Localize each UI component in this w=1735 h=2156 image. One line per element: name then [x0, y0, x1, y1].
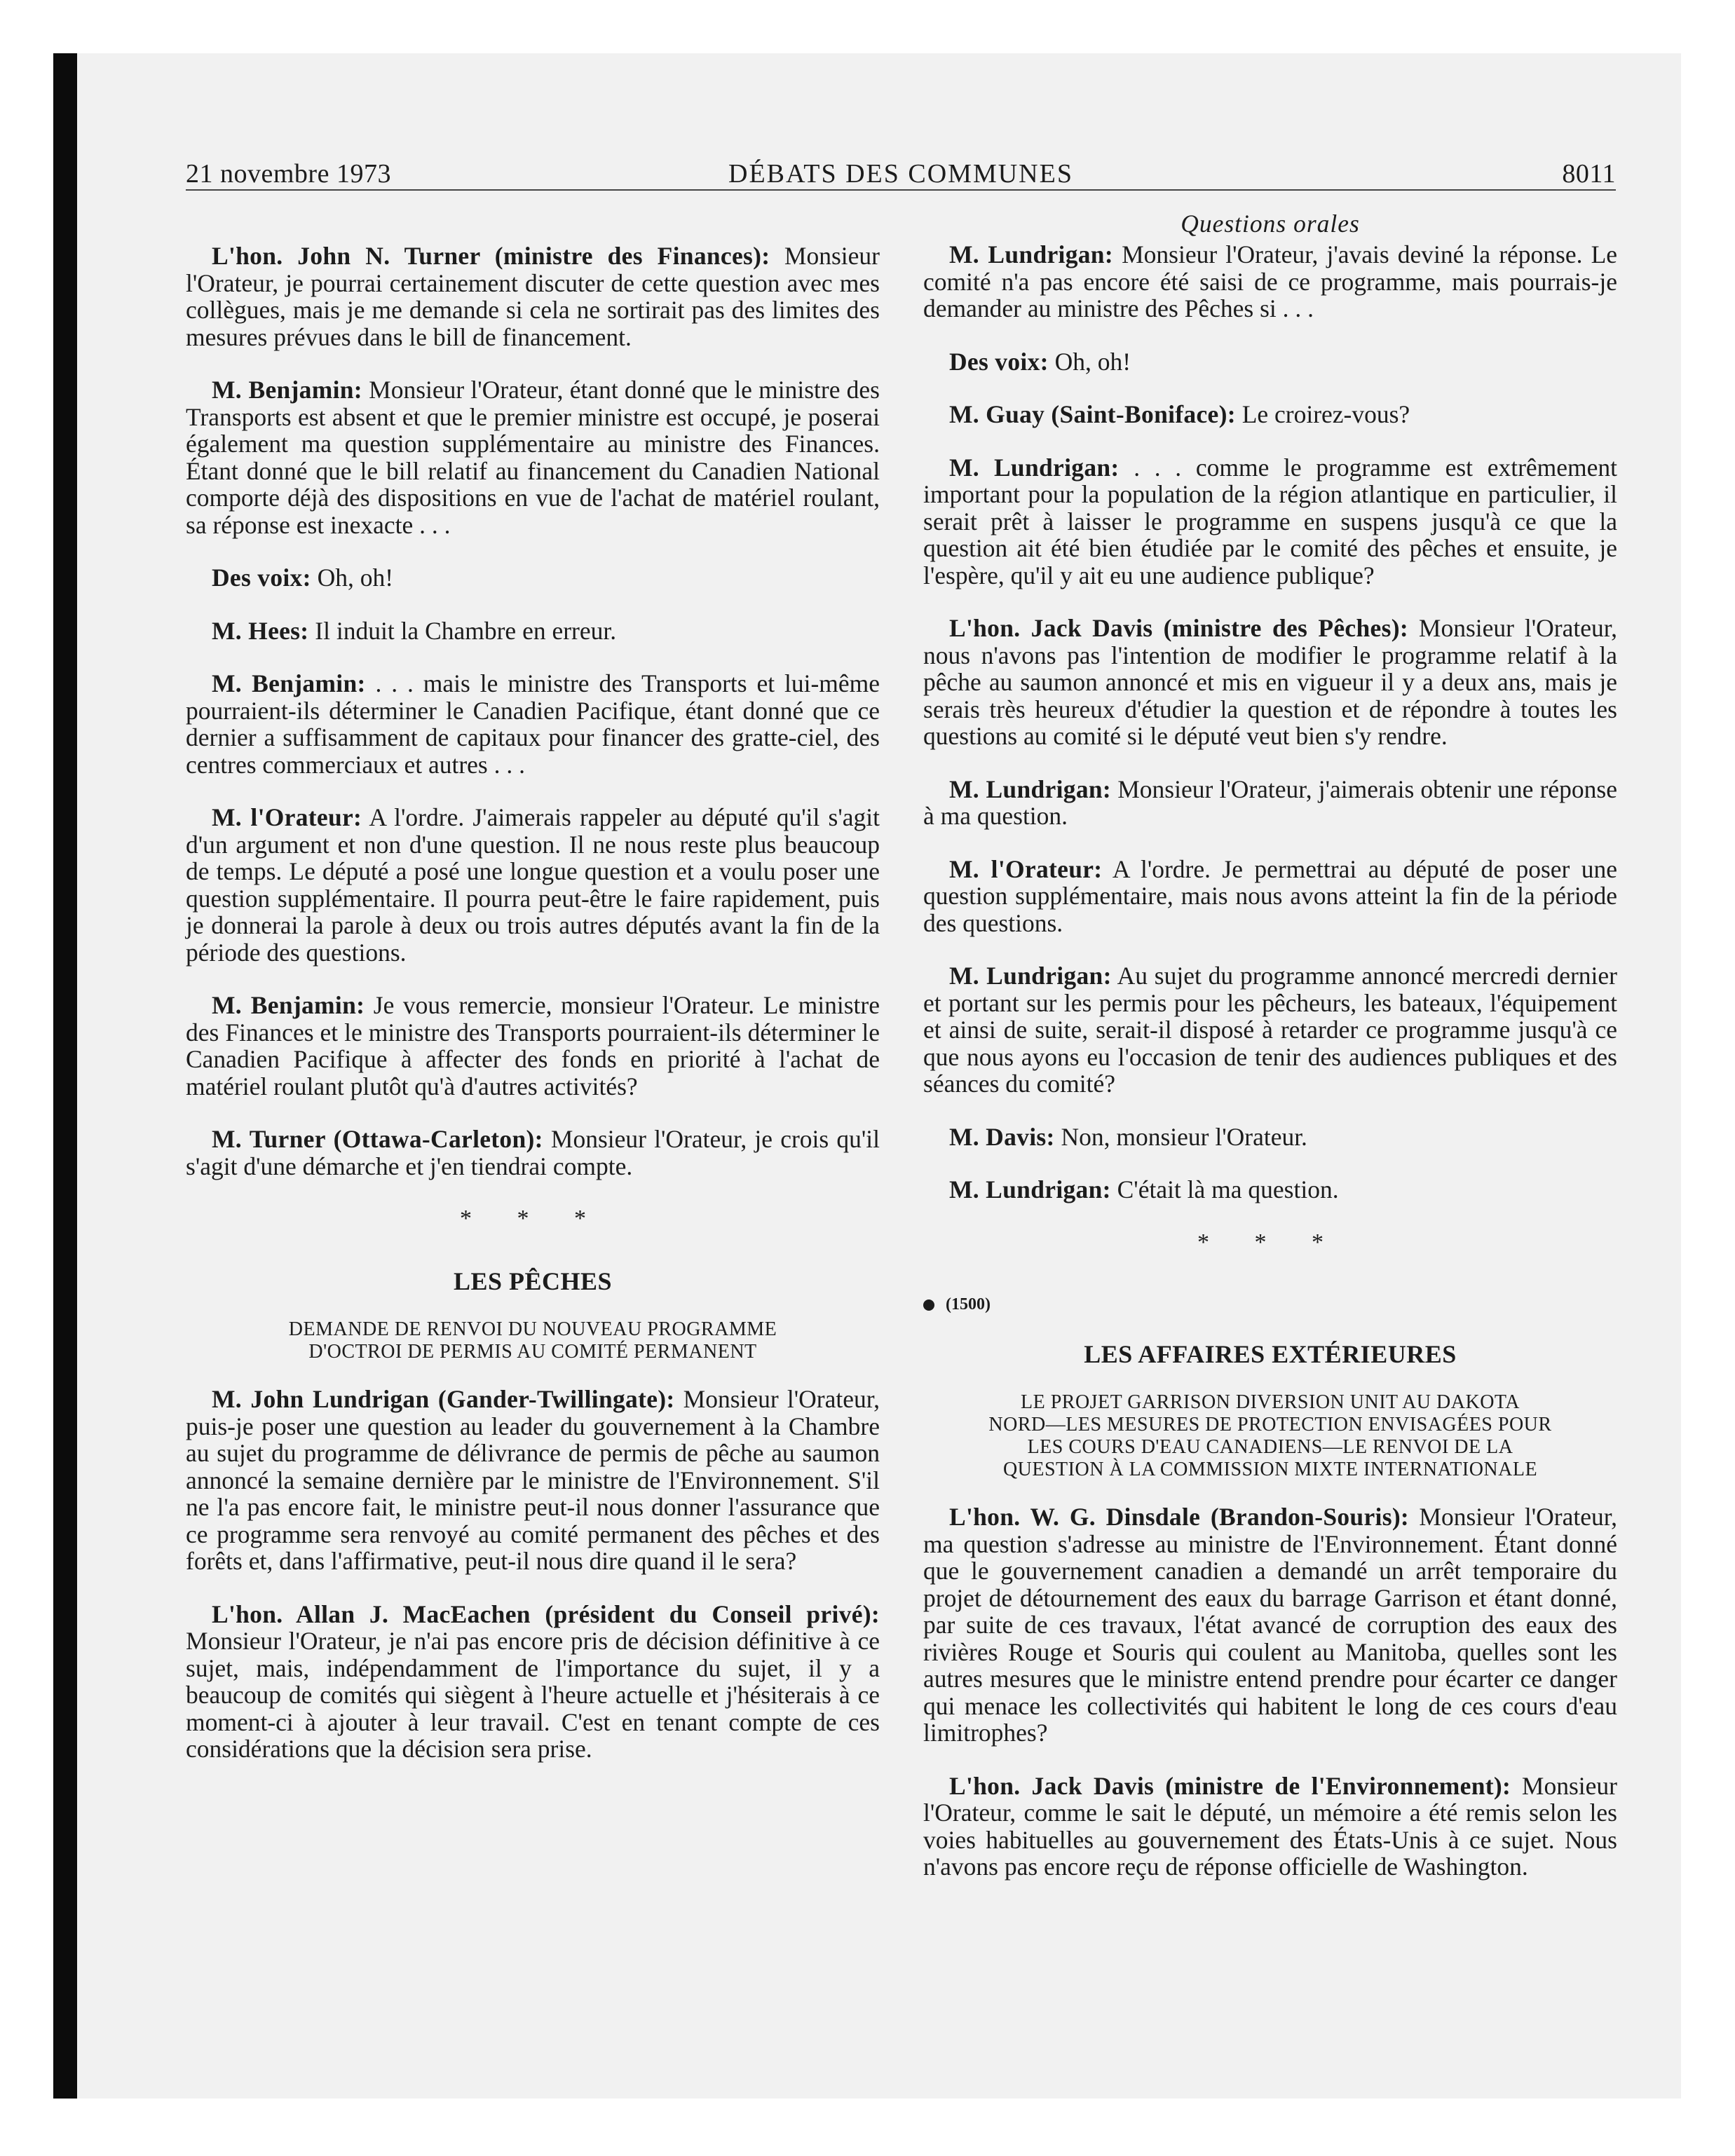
- left-column: [186, 210, 880, 1789]
- speech-paragraph: [923, 1503, 1617, 1747]
- speech-paragraph: [923, 615, 1617, 750]
- speaker-name: M. Lundrigan:: [949, 240, 1113, 268]
- speech-text: Je vous remercie, monsieur l'Orateur. Le ministre des Finances et le ministre des Transports pourraient-ils déterminer le Canadien Pacifique à affecter des fonds en priorité à l'achat de matériel roulant plutôt qu'à d'autres activités?: [186, 991, 880, 1100]
- speech-paragraph: [186, 804, 880, 966]
- section-subtitle-line: LES COURS D'EAU CANADIENS—LE RENVOI DE LA: [1027, 1436, 1513, 1458]
- speech-paragraph: [186, 243, 880, 350]
- speaker-name: M. l'Orateur:: [949, 854, 1103, 883]
- speech-text: Monsieur l'Orateur, puis-je poser une question au leader du gouvernement à la Chambre au sujet du programme de délivrance de permis de pêche au saumon annoncé la semaine dernière par le ministre de l'Environnement. S'il ne l'a pas encore fait, le ministre peut-il nous donner l'assurance que ce programme sera renvoyé au comité permanent des pêches et des forêts et, dans l'affirmative, peut-il nous dire quand il le sera?: [186, 1385, 880, 1575]
- speech-text: Monsieur l'Orateur, je crois qu'il s'agit d'une démarche et j'en tiendrai compte.: [186, 1125, 880, 1180]
- header-page-number: 8011: [1562, 159, 1616, 189]
- right-column: [923, 210, 1617, 1906]
- speech-text: Monsieur l'Orateur, je n'ai pas encore pris de décision définitive à ce sujet, mais, indépendamment de l'importance du sujet, il y a beaucoup de comités qui siègent à l'heure actuelle et j'hésiterais à ce moment-ci à ajouter à leur travail. C'est en tenant compte de ces considérations que la décision sera prise.: [186, 1627, 880, 1763]
- speaker-name: M. Hees:: [212, 616, 309, 645]
- section-title: LES AFFAIRES EXTÉRIEURES: [1084, 1339, 1457, 1368]
- speech-text: Le croirez-vous?: [1235, 400, 1410, 428]
- speech-text: A l'ordre. J'aimerais rappeler au député qu'il s'agit d'un argument et non d'une question. Il ne nous reste plus beaucoup de temps. Le député a posé une longue question et a voulu poser une question supplémentaire. Il pourra peut-être le faire rapidement, puis je donnerai la parole à deux ou trois autres députés avant la fin de la période des questions.: [186, 803, 880, 967]
- speech-paragraph: [186, 992, 880, 1100]
- speaker-name: M. Lundrigan:: [949, 962, 1112, 990]
- time-marker: [923, 1291, 1617, 1318]
- speech-paragraph: [186, 1601, 880, 1763]
- speech-text: . . . mais le ministre des Transports et lui-même pourraient-ils déterminer le Canadien Pacifique, étant donné que ce dernier a suffisamment de capitaux pour financer des gratte-ciel, des centres commerciaux et autres . . .: [186, 669, 880, 779]
- header-date: 21 novembre 1973: [186, 159, 391, 189]
- section-separator: * * *: [1197, 1229, 1343, 1255]
- speech-paragraph: [186, 1126, 880, 1180]
- speech-text: Monsieur l'Orateur, comme le sait le député, un mémoire a été remis selon les voies habituelles au gouvernement des États-Unis à ce sujet. Nous n'avons pas encore reçu de réponse officielle de Washington.: [923, 1771, 1617, 1881]
- speech-paragraph: [923, 454, 1617, 589]
- section-subtitle-line: QUESTION À LA COMMISSION MIXTE INTERNATIONALE: [1002, 1459, 1538, 1480]
- speech-paragraph: [923, 962, 1617, 1098]
- speech-text: A l'ordre. Je permettrai au député de poser une question supplémentaire, mais nous avons atteint la fin de la période des questions.: [923, 854, 1618, 937]
- speech-text: C'était là ma question.: [1110, 1175, 1339, 1203]
- section-subtitle: [923, 1391, 1617, 1481]
- speech-paragraph: [923, 856, 1617, 937]
- speech-text: Monsieur l'Orateur, nous n'avons pas l'intention de modifier le programme relatif à la pêche au saumon annoncé et mis en vigueur il y a deux ans, mais je serais très heureux d'étudier la question et de répondre à toutes les questions au comité si le député veut bien s'y rendre.: [923, 614, 1617, 750]
- speaker-name: M. Lundrigan:: [949, 1175, 1111, 1203]
- speaker-name: M. Benjamin:: [212, 376, 362, 404]
- speaker-name: M. John Lundrigan (Gander-Twillingate):: [212, 1385, 675, 1413]
- section-subtitle-line: LE PROJET GARRISON DIVERSION UNIT AU DAKOTA: [1020, 1391, 1520, 1413]
- speech-text: Oh, oh!: [1048, 347, 1131, 376]
- speaker-name: M. Benjamin:: [212, 669, 366, 697]
- speaker-name: L'hon. Allan J. MacEachen (président du Conseil privé):: [212, 1599, 880, 1628]
- speech-text: Monsieur l'Orateur, étant donné que le ministre des Transports est absent et que le premier ministre est occupé, je poserai également ma question supplémentaire au ministre des Finances. Étant donné que le bill relatif au financement du Canadien National comporte déjà des dispositions en vue de l'achat de matériel roulant, sa réponse est inexacte . . .: [186, 376, 880, 539]
- speaker-name: Des voix:: [949, 347, 1049, 376]
- speech-text: . . . comme le programme est extrêmement important pour la population de la région atlantique en particulier, il serait prêt à laisser le programme en suspens jusqu'à ce que la question ait été bien étudiée par le comité des pêches et ensuite, je l'espère, qu'il y ait eu une audience publique?: [923, 453, 1617, 589]
- speaker-name: M. Benjamin:: [212, 991, 365, 1019]
- speech-paragraph: [923, 776, 1617, 830]
- speech-text: Monsieur l'Orateur, j'aimerais obtenir une réponse à ma question.: [923, 775, 1617, 830]
- speech-paragraph: [186, 1386, 880, 1575]
- speech-paragraph: [186, 670, 880, 778]
- speech-paragraph: [186, 618, 880, 645]
- speech-text: Non, monsieur l'Orateur.: [1054, 1122, 1307, 1151]
- speech-paragraph: [923, 1124, 1617, 1151]
- speaker-name: M. Guay (Saint-Boniface):: [949, 400, 1236, 428]
- speaker-name: M. Turner (Ottawa-Carleton):: [212, 1125, 543, 1153]
- speaker-name: M. Lundrigan:: [949, 453, 1120, 482]
- speech-paragraph: [923, 241, 1617, 322]
- speech-text: Au sujet du programme annoncé mercredi dernier et portant sur les permis pour les pêcheurs, les bateaux, l'équipement et ainsi de suite, serait-il disposé à retarder ce programme jusqu'à ce que nous ayons eu l'occasion de tenir des audiences publiques et des séances du comité?: [923, 962, 1617, 1098]
- bullet-icon: [923, 1299, 934, 1311]
- speech-text: Monsieur l'Orateur, je pourrai certainement discuter de cette question avec mes collègues, mais je me demande si cela ne sortirait pas des limites des mesures prévues dans le bill de financement.: [186, 242, 880, 351]
- scan-edge-bar: [53, 53, 77, 2099]
- speech-paragraph: [186, 564, 880, 592]
- timestamp-text: (1500): [946, 1295, 991, 1314]
- section-title: LES PÊCHES: [453, 1267, 613, 1295]
- speaker-name: L'hon. W. G. Dinsdale (Brandon-Souris):: [949, 1503, 1410, 1531]
- column-subhead: Questions orales: [1181, 210, 1360, 238]
- running-header: [186, 156, 1616, 191]
- speaker-name: M. l'Orateur:: [212, 803, 362, 831]
- section-subtitle-line: NORD—LES MESURES DE PROTECTION ENVISAGÉES POUR: [988, 1414, 1552, 1435]
- section-subtitle: [186, 1318, 880, 1363]
- speaker-name: M. Lundrigan:: [949, 775, 1112, 803]
- speech-paragraph: [923, 1773, 1617, 1881]
- section-subtitle-line: D'OCTROI DE PERMIS AU COMITÉ PERMANENT: [308, 1341, 757, 1363]
- speaker-name: M. Davis:: [949, 1122, 1055, 1151]
- speech-text: Monsieur l'Orateur, ma question s'adresse au ministre de l'Environnement. Étant donné que le gouvernement canadien a demandé un arrêt temporaire du projet de détournement des eaux du barrage Garrison et étant donné, par suite de ces travaux, l'état avancé de corruption des eaux des rivières Rouge et Souris qui coulent au Manitoba, quelles sont les autres mesures que le ministre entend prendre pour écarter ce danger qui menace les collectivités qui habitent le long de ces cours d'eau limitrophes?: [923, 1503, 1617, 1747]
- speaker-name: L'hon. Jack Davis (ministre de l'Environnement):: [949, 1771, 1511, 1800]
- speech-text: Il induit la Chambre en erreur.: [308, 616, 617, 645]
- speech-text: Oh, oh!: [311, 564, 394, 592]
- speech-paragraph: [923, 348, 1617, 376]
- speech-paragraph: [923, 401, 1617, 428]
- section-subtitle-line: DEMANDE DE RENVOI DU NOUVEAU PROGRAMME: [288, 1318, 777, 1340]
- speaker-name: L'hon. Jack Davis (ministre des Pêches):: [949, 614, 1408, 642]
- speech-text: Monsieur l'Orateur, j'avais deviné la réponse. Le comité n'a pas encore été saisi de ce programme, mais pourrais-je demander au ministre des Pêches si . . .: [923, 240, 1618, 322]
- speech-paragraph: [923, 1176, 1617, 1203]
- speaker-name: Des voix:: [212, 564, 311, 592]
- section-separator: * * *: [460, 1206, 606, 1231]
- speech-paragraph: [186, 376, 880, 538]
- speaker-name: L'hon. John N. Turner (ministre des Finances):: [212, 242, 770, 270]
- header-title: DÉBATS DES COMMUNES: [728, 159, 1073, 189]
